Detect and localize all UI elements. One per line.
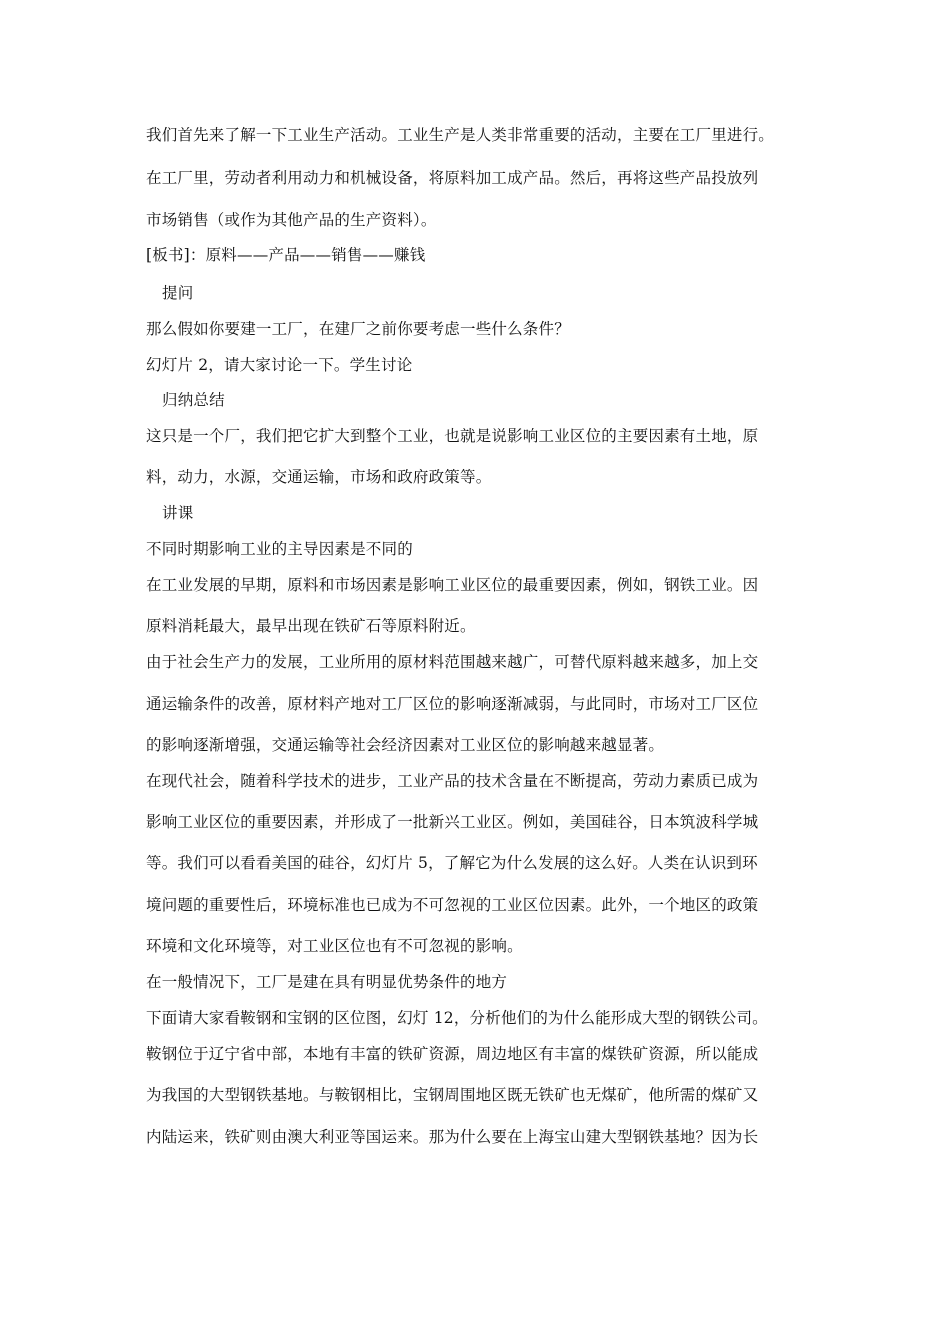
paragraph-line: 我们首先来了解一下工业生产活动。工业生产是人类非常重要的活动，主要在工厂里进行。 [146, 126, 775, 144]
paragraph-line: 在工业发展的早期，原料和市场因素是影响工业区位的最重要因素，例如，钢铁工业。因 [146, 576, 759, 594]
paragraph-line: 环境和文化环境等，对工业区位也有不可忽视的影响。 [146, 937, 523, 955]
section-heading-question: 提问 [162, 284, 194, 302]
paragraph-line: 由于社会生产力的发展，工业所用的原材料范围越来越广，可替代原料越来越多，加上交 [146, 653, 759, 671]
paragraph-line: 的影响逐渐增强，交通运输等社会经济因素对工业区位的影响越来越显著。 [146, 736, 665, 754]
paragraph-line: 等。我们可以看看美国的硅谷，幻灯片 5，了解它为什么发展的这么好。人类在认识到环 [146, 854, 758, 872]
paragraph-line: 在现代社会，随着科学技术的进步，工业产品的技术含量在不断提高，劳动力素质已成为 [146, 772, 759, 790]
paragraph-line: 在工厂里，劳动者利用动力和机械设备，将原料加工成产品。然后，再将这些产品投放列 [146, 169, 759, 187]
section-heading-summary: 归纳总结 [162, 391, 225, 409]
paragraph-line: 为我国的大型钢铁基地。与鞍钢相比，宝钢周围地区既无铁矿也无煤矿，他所需的煤矿又 [146, 1086, 759, 1104]
paragraph-line: 鞍钢位于辽宁省中部，本地有丰富的铁矿资源，周边地区有丰富的煤铁矿资源，所以能成 [146, 1045, 759, 1063]
paragraph-line: 不同时期影响工业的主导因素是不同的 [146, 540, 413, 558]
paragraph-line: 幻灯片 2，请大家讨论一下。学生讨论 [146, 356, 413, 374]
paragraph-line: 那么假如你要建一工厂，在建厂之前你要考虑一些什么条件？ [146, 320, 570, 338]
paragraph-line: 这只是一个厂，我们把它扩大到整个工业，也就是说影响工业区位的主要因素有土地，原 [146, 427, 759, 445]
paragraph-line: 内陆运来，铁矿则由澳大利亚等国运来。那为什么要在上海宝山建大型钢铁基地？因为长 [146, 1128, 759, 1146]
paragraph-line: 通运输条件的改善，原材料产地对工厂区位的影响逐渐减弱，与此同时，市场对工厂区位 [146, 695, 759, 713]
blackboard-note: [板书]：原料——产品——销售——赚钱 [146, 246, 426, 264]
paragraph-line: 在一般情况下，工厂是建在具有明显优势条件的地方 [146, 973, 508, 991]
paragraph-line: 料，动力，水源，交通运输，市场和政府政策等。 [146, 468, 492, 486]
section-heading-lecture: 讲课 [162, 504, 194, 522]
paragraph-line: 下面请大家看鞍钢和宝钢的区位图，幻灯 12，分析他们的为什么能形成大型的钢铁公司。 [146, 1009, 768, 1027]
paragraph-line: 原料消耗最大，最早出现在铁矿石等原料附近。 [146, 617, 476, 635]
paragraph-line: 影响工业区位的重要因素，并形成了一批新兴工业区。例如，美国硅谷，日本筑波科学城 [146, 813, 759, 831]
paragraph-line: 境问题的重要性后，环境标准也已成为不可忽视的工业区位因素。此外，一个地区的政策 [146, 896, 759, 914]
paragraph-line: 市场销售（或作为其他产品的生产资料）。 [146, 211, 437, 229]
